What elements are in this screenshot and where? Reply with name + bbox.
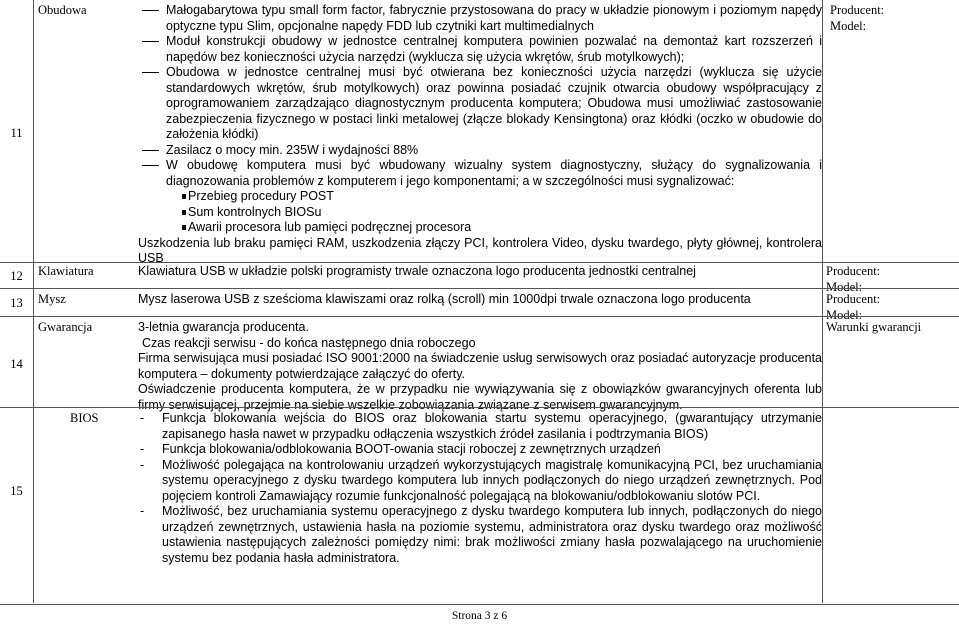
dash-bullet-icon [138,158,166,189]
model-label: Model: [830,18,867,33]
sub-list-item: Awarii procesora lub pamięci podręcznej procesora [138,220,822,236]
square-bullet-icon [164,189,188,205]
list-item: Zasilacz o mocy min. 235W i wydajności 88% [138,143,822,159]
hyphen-bullet-icon: - [140,457,145,472]
model-label: Model: [826,279,863,294]
page-footer: Strona 3 z 6 [451,610,508,622]
hyphen-bullet-icon: - [140,504,145,518]
sub-list-item: Sum kontrolnych BIOSu [138,205,822,221]
dash-bullet-icon [138,143,166,159]
list-item: - Możliwość, bez uruchamiania systemu operacyjnego z dysku twardego komputera lub innych, podłączonych do niego urządzeń zewnętrznych, ustawienia hasła na poziomie systemu, administratora oraz dysku twardego oraz możliwość ustawienia następujących zależności pomiędzy nimi: brak możliwości zmiany hasła pozwalającego na uruchomienie systemu bez podania hasła administratora. [140,504,822,565]
row-name: Obudowa [38,3,87,17]
table-row-bios [0,407,959,605]
dash-bullet-icon [138,65,166,143]
square-bullet-icon [164,205,188,221]
text-line: Czas reakcji serwisu - do końca następnego dnia roboczego [142,335,476,350]
row-number: 15 [10,484,23,498]
square-bullet-icon [164,220,188,236]
list-item: Obudowa w jednostce centralnej musi być otwierana bez konieczności użycia narzędzi (wyklucza się użycie standardowych wkrętów, śrub motylkowych) oraz powinna posiadać czujnik otwarcia obudowy współpracujący z oprogramowaniem zarządzająco diagnostycznym producenta komputera; Obudowa musi umożliwiać zastosowanie zabezpieczenia fizycznego w postaci linki metalowej (złącze blokady Kensingtona) oraz kłódki (oczko w obudowie do założenia kłódki) [138,65,822,143]
list-item: - Funkcja blokowania wejścia do BIOS oraz blokowania startu systemu operacyjnego, (gwarantujący utrzymanie zapisanego hasła nawet w przypadku odłączenia wszystkich źródeł zasilania i podtrzymania BIOS) [140,411,822,441]
list-item: W obudowę komputera musi być wbudowany wizualny system diagnostyczny, służący do sygnalizowania i diagnozowania problemów z komputerem i jego komponentami; a w szczególności musi sygnalizować: [138,158,822,189]
row-content [138,3,822,267]
row-content [138,411,822,566]
table-row-klawiatura [0,262,959,294]
list-item: - Możliwość polegająca na kontrolowaniu urządzeń wykorzystujących magistralę komunikacyjną PCI, bez uruchamiania systemu operacyjnego z dysku twardego komputera lub innych podłączonych do niego urządzeń zewnętrznych. Pod pojęciem kontroli Zamawiający rozumie funkcjonalność polegającą na blokowaniu/odblokowaniu slotów PCI. [140,457,822,503]
row-content: Klawiatura USB w układzie polski programisty trwale oznaczona logo producenta jednostki centralnej [138,264,696,278]
row-number: 14 [10,357,23,371]
producer-model-cell [830,3,959,34]
row-name: Klawiatura [38,264,94,278]
row-name: BIOS [70,411,99,425]
closing-text: Uszkodzenia lub braku pamięci RAM, uszkodzenia złączy PCI, kontrolera Video, dysku twardego, płyty głównej, kontrolera USB [138,235,822,265]
hyphen-bullet-icon: - [140,442,145,456]
text-line: 3-letnia gwarancja producenta. [138,320,309,334]
warranty-terms-label: Warunki gwarancji [826,320,922,334]
row-name: Gwarancja [38,320,93,334]
producer-label: Producent: [826,292,881,306]
dash-bullet-icon [138,34,166,65]
table-row-mysz [0,288,959,322]
row-content [138,320,822,413]
hyphen-bullet-icon: - [140,411,145,425]
row-number: 12 [10,269,23,283]
list-item: - Funkcja blokowania/odblokowania BOOT-owania stacji roboczej z zewnętrznych urządzeń [140,442,661,456]
list-item: Małogabarytowa typu small form factor, fabrycznie przystosowana do pracy w układzie pionowym i poziomym napędy optyczne typu Slim, opcjonalne napędy FDD lub czytniki kart multimedialnych [138,3,822,34]
sub-list-item: Przebieg procedury POST [138,189,822,205]
producer-label: Producent: [830,3,885,17]
table-row-obudowa [0,0,959,265]
row-number: 11 [10,126,23,140]
list-item: Moduł konstrukcji obudowy w jednostce centralnej komputera powinien pozwalać na demontaż kart rozszerzeń i napędów bez konieczności użycia narzędzi (wyklucza się użycia wkrętów, śrub motylkowych); [138,34,822,65]
row-number: 13 [10,296,23,310]
row-content: Mysz laserowa USB z sześcioma klawiszami oraz rolką (scroll) min 1000dpi trwale oznaczona logo producenta [138,292,751,306]
row-name: Mysz [38,292,66,306]
text-line: Oświadczenie producenta komputera, że w przypadku nie wywiązywania się z obowiązków gwarancyjnych oferenta lub firmy serwisującej, przejmie na siebie wszelkie zobowiązania związane z serwisem gwarancyjnym. [138,382,822,412]
text-line: Firma serwisująca musi posiadać ISO 9001:2000 na świadczenie usług serwisowych oraz posiadać autoryzacje producenta komputera – dokumenty potwierdzające załączyć do oferty. [138,351,822,381]
dash-bullet-icon [138,3,166,34]
table-row-gwarancja [0,316,959,412]
producer-label: Producent: [826,264,881,278]
model-label: Model: [826,307,863,322]
